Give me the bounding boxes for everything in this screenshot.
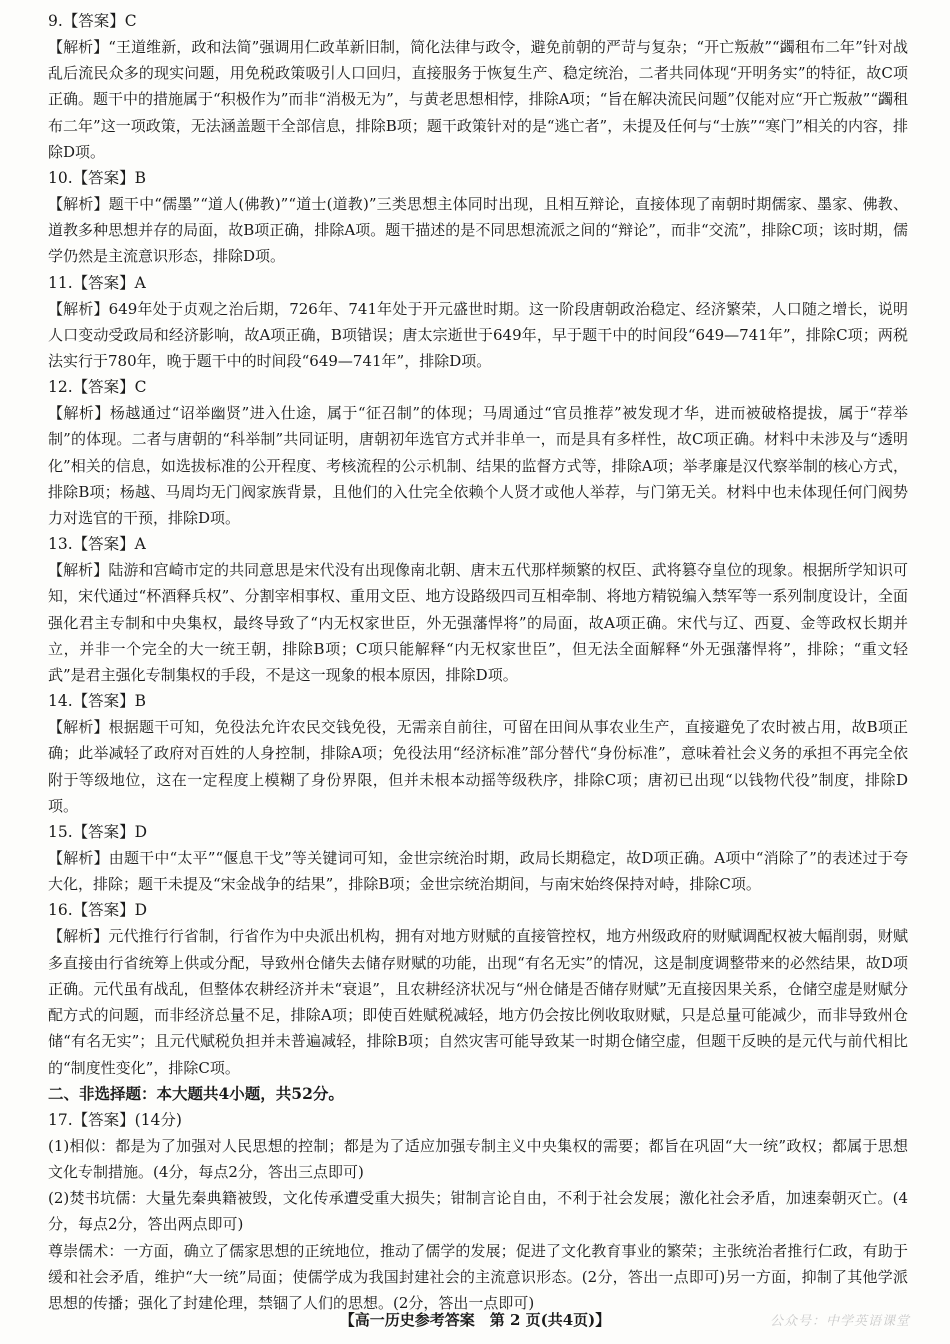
question-17 — [48, 1107, 908, 1316]
page-footer: 【高一历史参考答案 第 2 页(共4页)】 — [339, 1311, 611, 1329]
answer-line: 13.【答案】A — [48, 535, 146, 554]
question-15 — [48, 819, 908, 897]
question-16 — [48, 897, 908, 1080]
analysis-paragraph: 【解析】题干中“儒墨”“道人(佛教)”“道士(道教)”三类思想主体同时出现，且相互辩论，直接体现了南朝时期儒家、墨家、佛教、道教多种思想并存的局面，故B项正确，排除A项。题干描述的是不同思想流派之间的“辩论”，而非“交流”，排除C项；该时期，儒学仍然是主流意识形态，排除D项。 — [48, 195, 908, 266]
question-9 — [48, 8, 908, 165]
watermark: 公众号：中学英语课堂 — [769, 1314, 910, 1329]
answer-line: 11.【答案】A — [48, 273, 146, 292]
analysis-paragraph: 【解析】陆游和宫崎市定的共同意思是宋代没有出现像南北朝、唐末五代那样频繁的权臣、武将篡夺皇位的现象。根据所学知识可知，宋代通过“杯酒释兵权”、分割宰相事权、重用文臣、地方设路级四司互相牵制、将地方精锐编入禁军等一系列制度设计，全面强化君主专制和中央集权，最终导致了“内无权家世臣，外无强藩悍将”的局面，故A项正确。宋代与辽、西夏、金等政权长期并立，并非一个完全的大一统王朝，排除B项；C项只能解释“内无权家世臣”，但无法全面解释“外无强藩悍将”，排除；“重文轻武”是君主强化专制集权的手段，不是这一现象的根本原因，排除D项。 — [48, 561, 908, 685]
answer-line: 16.【答案】D — [48, 901, 148, 920]
question-14 — [48, 688, 908, 819]
answer-line: 17.【答案】(14分) — [48, 1110, 182, 1129]
answer-page — [48, 8, 908, 1316]
answer-line: 12.【答案】C — [48, 378, 147, 397]
answer-part-3: 尊崇儒术：一方面，确立了儒家思想的正统地位，推动了儒学的发展；促进了文化教育事业的繁荣；主张统治者推行仁政，有助于缓和社会矛盾，维护“大一统”局面；使儒学成为我国封建社会的主流意识形态。(2分，答出一点即可)另一方面，抑制了其他学派思想的传播；强化了封建伦理，禁锢了人们的思想。(2分，答出一点即可) — [48, 1241, 908, 1312]
analysis-paragraph: 【解析】“王道维新，政和法简”强调用仁政革新旧制，简化法律与政令，避免前朝的严苛与复杂；“开亡叛赦”“蠲租布二年”针对战乱后流民众多的现实问题，用免税政策吸引人口回归，直接服务于恢复生产、稳定统治，二者共同体现“开明务实”的特征，故C项正确。题干中的措施属于“积极作为”而非“消极无为”，与黄老思想相悖，排除A项；“旨在解决流民问题”仅能对应“开亡叛赦”“蠲租布二年”这一项政策，无法涵盖题干全部信息，排除B项；题干政策针对的是“逃亡者”，未提及任何与“士族”“寒门”相关的内容，排除D项。 — [48, 38, 908, 161]
analysis-paragraph: 【解析】根据题干可知，免役法允许农民交钱免役，无需亲自前往，可留在田间从事农业生产，直接避免了农时被占用，故B项正确；此举减轻了政府对百姓的人身控制，排除A项；免役法用“经济标准”部分替代“身份标准”，意味着社会义务的承担不再完全依附于等级地位，这在一定程度上模糊了身份界限，但并未根本动摇等级秩序，排除C项；唐初已出现“以钱物代役”制度，排除D项。 — [48, 718, 908, 815]
question-11 — [48, 270, 908, 375]
answer-part-2: (2)焚书坑儒：大量先秦典籍被毁，文化传承遭受重大损失；钳制言论自由，不利于社会发展；激化社会矛盾，加速秦朝灭亡。(4分，每点2分，答出两点即可) — [48, 1189, 908, 1234]
answer-line: 14.【答案】B — [48, 692, 147, 711]
answer-line: 10.【答案】B — [48, 169, 147, 188]
analysis-paragraph: 【解析】元代推行行省制，行省作为中央派出机构，拥有对地方财赋的直接管控权，地方州级政府的财赋调配权被大幅削弱，财赋多直接由行省统筹上供或分配，导致州仓储失去储存财赋的功能，出现“有名无实”的情况，这是制度调整带来的必然结果，故D项正确。元代虽有战乱，但整体农耕经济并未“衰退”，且农耕经济状况与“州仓储是否储存财赋”无直接因果关系，仓储空虚是财赋分配方式的问题，而非经济总量不足，排除A项；即使百姓赋税减轻，地方仍会按比例收取财赋，只是总量可能减少，而非导致州仓储“有名无实”；且元代赋税负担并未普遍减轻，排除B项；自然灾害可能导致某一时期仓储空虚，但题干反映的是元代与前代相比的“制度性变化”，排除C项。 — [48, 927, 908, 1077]
answer-part-1: (1)相似：都是为了加强对人民思想的控制；都是为了适应加强专制主义中央集权的需要；都旨在巩固“大一统”政权；都属于思想文化专制措施。(4分，每点2分，答出三点即可) — [48, 1136, 908, 1181]
question-10 — [48, 165, 908, 270]
section-title: 二、非选择题：本大题共4小题，共52分。 — [48, 1083, 344, 1103]
answer-line: 15.【答案】D — [48, 823, 148, 842]
answer-line: 9.【答案】C — [48, 12, 137, 30]
question-12 — [48, 374, 908, 531]
analysis-paragraph: 【解析】649年处于贞观之治后期，726年、741年处于开元盛世时期。这一阶段唐朝政治稳定、经济繁荣，人口随之增长，说明人口变动受政局和经济影响，故A项正确，B项错误；唐太宗逝世于649年，早于题干中的时间段“649—741年”，排除C项；两税法实行于780年，晚于题干中的时间段“649—741年”，排除D项。 — [48, 299, 908, 371]
analysis-paragraph: 【解析】由题干中“太平”“偃息干戈”等关键词可知，金世宗统治时期，政局长期稳定，故D项正确。A项中“消除了”的表述过于夸大化，排除；题干未提及“宋金战争的结果”，排除B项；金世宗统治期间，与南宋始终保持对峙，排除C项。 — [48, 849, 908, 894]
question-13 — [48, 531, 908, 688]
analysis-paragraph: 【解析】杨越通过“诏举幽贤”进入仕途，属于“征召制”的体现；马周通过“官员推荐”被发现才华，进而被破格提拔，属于“荐举制”的体现。二者与唐朝的“科举制”共同证明，唐朝初年选官方式并非单一，而是具有多样性，故C项正确。材料中未涉及与“透明化”相关的信息，如选拔标准的公开程度、考核流程的公示机制、结果的监督方式等，排除A项；举孝廉是汉代察举制的核心方式，排除B项；杨越、马周均无门阀家族背景，且他们的入仕完全依赖个人贤才或他人举荐，与门第无关。材料中也未体现任何门阀势力对选官的干预，排除D项。 — [48, 404, 908, 528]
